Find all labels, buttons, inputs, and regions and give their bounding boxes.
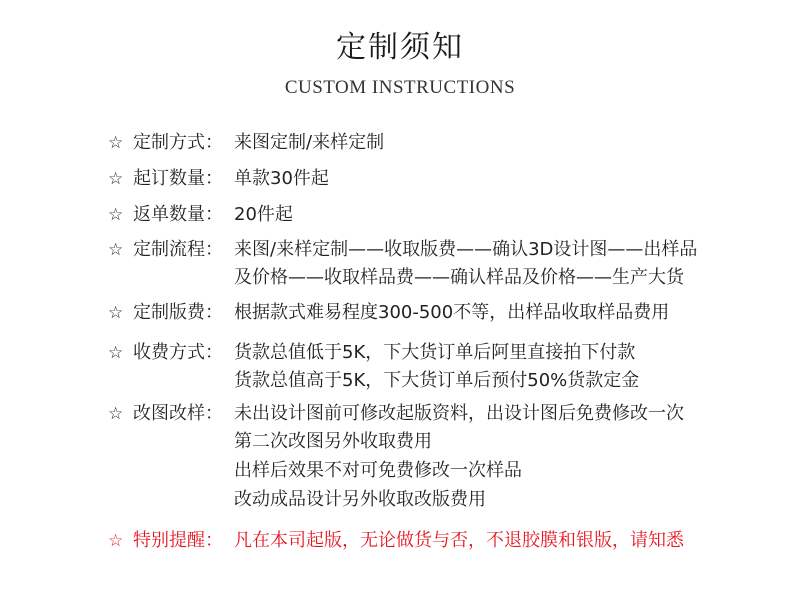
list-item-custom-method xyxy=(0,133,800,153)
list-item-payment-method-continued xyxy=(0,371,800,391)
list-item-min-order xyxy=(0,169,800,189)
star-icon: ☆ xyxy=(108,404,124,424)
list-item-plate-fee xyxy=(0,303,800,323)
star-icon: ☆ xyxy=(108,240,124,260)
item-value: 未出设计图前可修改起版资料，出设计图后免费修改一次 xyxy=(234,403,684,424)
item-label: 定制方式： xyxy=(133,132,223,153)
item-label: 定制版费： xyxy=(133,302,223,323)
page-subtitle: CUSTOM INSTRUCTIONS xyxy=(284,77,516,98)
list-item-custom-process xyxy=(0,240,800,260)
item-value: 来图定制/来样定制 xyxy=(234,132,385,153)
star-icon: ☆ xyxy=(108,531,124,551)
item-value: 第二次改图另外收取费用 xyxy=(234,431,432,452)
list-item-payment-method xyxy=(0,343,800,363)
item-value: 根据款式难易程度300-500不等，出样品收取样品费用 xyxy=(234,302,670,323)
list-item-revisions-line-2 xyxy=(0,432,800,452)
list-item-revisions xyxy=(0,404,800,424)
reminder-text: 凡在本司起版，无论做货与否，不退胶膜和银版，请知悉 xyxy=(234,530,684,551)
item-label: 改图改样： xyxy=(133,403,223,424)
item-value: 20件起 xyxy=(234,204,293,225)
item-value: 单款30件起 xyxy=(234,168,329,189)
star-icon: ☆ xyxy=(108,169,124,189)
item-label: 定制流程： xyxy=(133,239,223,260)
reminder-label: 特别提醒： xyxy=(133,530,223,551)
item-label: 返单数量： xyxy=(133,204,223,225)
item-value: 来图/来样定制——收取版费——确认3D设计图——出样品 xyxy=(234,239,698,260)
item-label: 起订数量： xyxy=(133,168,223,189)
list-item-revisions-line-3 xyxy=(0,461,800,481)
item-value: 改动成品设计另外收取改版费用 xyxy=(234,489,486,510)
star-icon: ☆ xyxy=(108,343,124,363)
star-icon: ☆ xyxy=(108,133,124,153)
list-item-custom-process-continued xyxy=(0,268,800,288)
list-item-revisions-line-4 xyxy=(0,490,800,510)
star-icon: ☆ xyxy=(108,303,124,323)
item-label: 收费方式： xyxy=(133,342,223,363)
page-title: 定制须知 xyxy=(336,30,464,65)
item-value: 货款总值高于5K，下大货订单后预付50%货款定金 xyxy=(234,370,640,391)
item-value: 及价格——收取样品费——确认样品及价格——生产大货 xyxy=(234,267,684,288)
list-item-reorder-quantity xyxy=(0,205,800,225)
star-icon: ☆ xyxy=(108,205,124,225)
item-value: 出样后效果不对可免费修改一次样品 xyxy=(234,460,522,481)
special-reminder xyxy=(0,531,800,551)
item-value: 货款总值低于5K，下大货订单后阿里直接拍下付款 xyxy=(234,342,636,363)
